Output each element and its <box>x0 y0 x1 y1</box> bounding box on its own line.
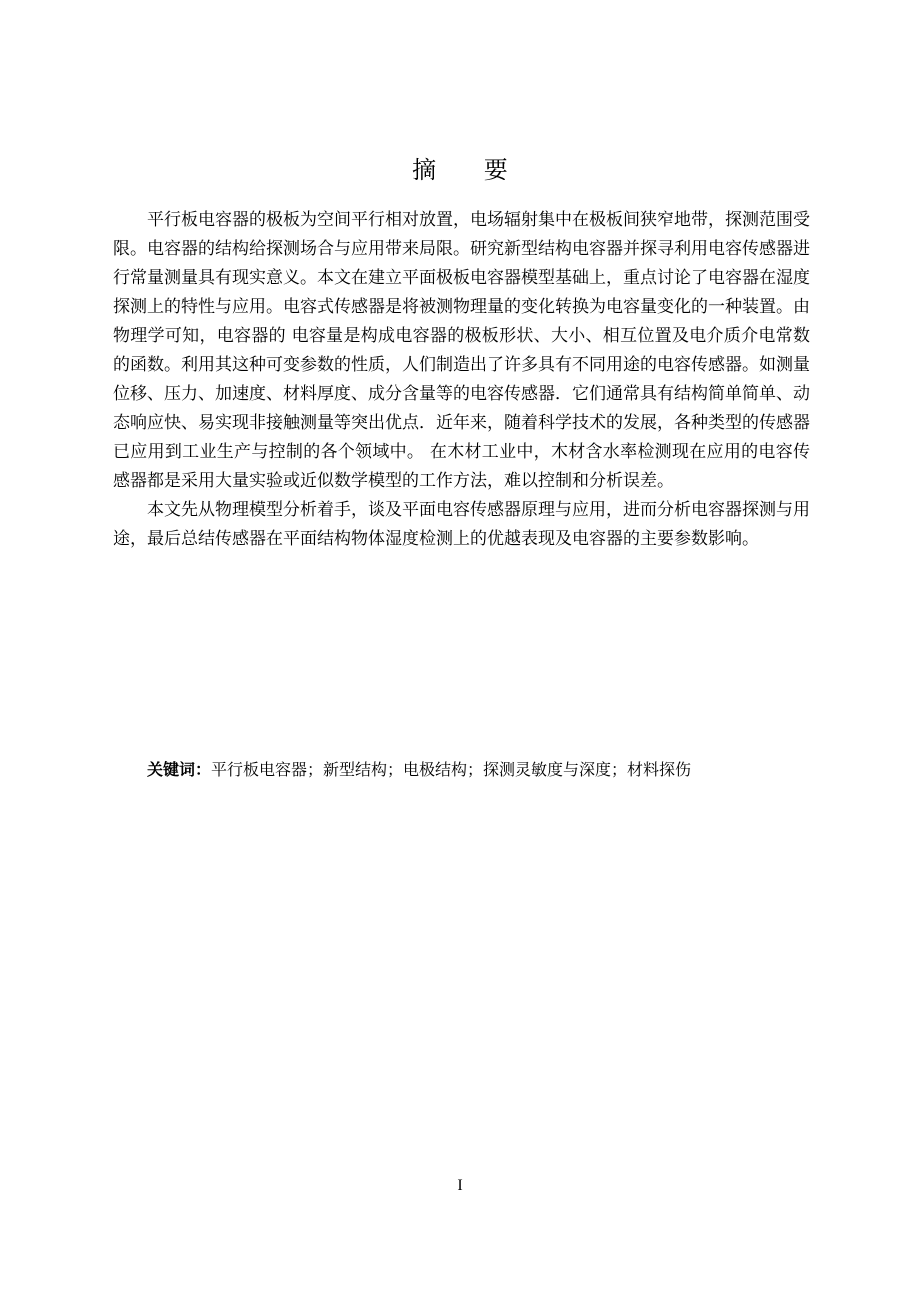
page-number: I <box>457 1177 463 1194</box>
keywords-line <box>147 756 827 784</box>
abstract-title: 摘 要 <box>412 156 528 184</box>
abstract-body <box>113 206 810 554</box>
keywords-label: 关键词： <box>147 760 212 779</box>
abstract-paragraph: 平行板电容器的极板为空间平行相对放置，电场辐射集中在极板间狭窄地带，探测范围受限。电容器的结构给探测场合与应用带来局限。研究新型结构电容器并探寻利用电容传感器进行常量测量具有现实意义。本文在建立平面极板电容器模型基础上，重点讨论了电容器在湿度探测上的特性与应用。电容式传感器是将被测物理量的变化转换为电容量变化的一种装置。由物理学可知，电容器的 电容量是构成电容器的极板形状、大小、相互位置及电介质介电常数的函数。利用其这种可变参数的性质，人们制造出了许多具有不同用途的电容传感器。如测量位移、压力、加速度、材料厚度、成分含量等的电容传感器．它们通常具有结构简单简单、动态响应快、易实现非接触测量等突出优点．近年来，随着科学技术的发展，各种类型的传感器已应用到工业生产与控制的各个领域中。 在木材工业中，木材含水率检测现在应用的电容传感器都是采用大量实验或近似数学模型的工作方法，难以控制和分析误差。 <box>113 210 810 491</box>
abstract-paragraph: 本文先从物理模型分析着手，谈及平面电容传感器原理与应用，进而分析电容器探测与用途，最后总结传感器在平面结构物体湿度检测上的优越表现及电容器的主要参数影响。 <box>113 500 810 549</box>
keywords-text: 平行板电容器；新型结构；电极结构；探测灵敏度与深度；材料探伤 <box>211 760 692 779</box>
